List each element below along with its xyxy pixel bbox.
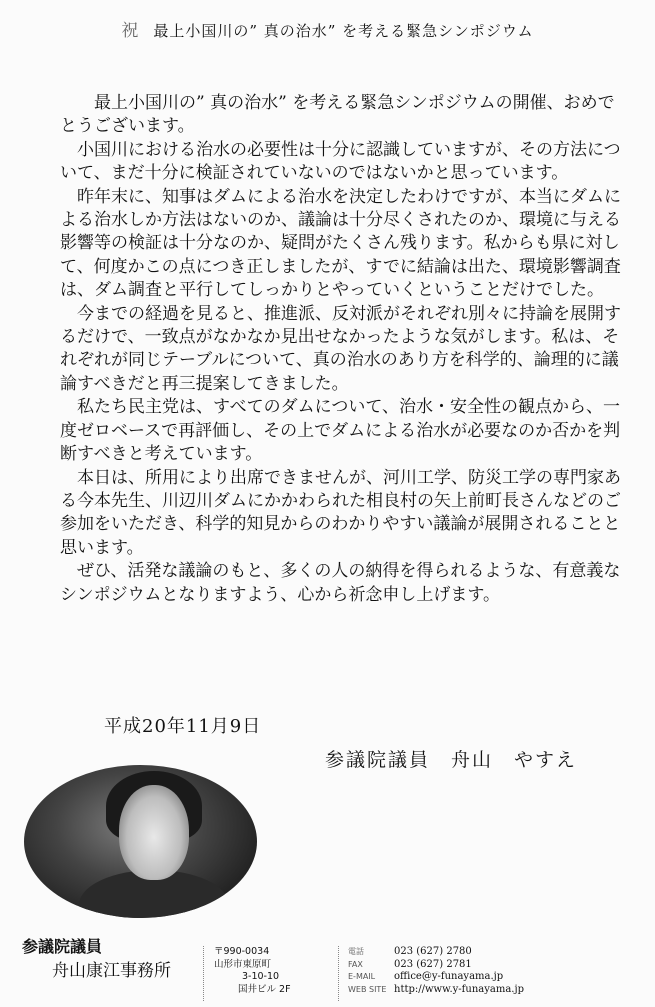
divider [338, 946, 340, 1001]
signature: 参議院議員 舟山 やすえ [325, 749, 578, 771]
address-block: 3-10-10 [242, 971, 280, 982]
email-value[interactable]: office@y-funayama.jp [394, 971, 504, 982]
contact-info [348, 946, 524, 996]
web-value[interactable]: http://www.y-funayama.jp [394, 983, 524, 995]
paragraph: ぜひ、活発な議論のもと、多くの人の納得を得られるような、有意義なシンポジウムとなりますよう、心から祈念申し上げます。 [60, 561, 621, 605]
fax-row [348, 959, 524, 972]
office-block [22, 935, 171, 983]
paragraph: 今までの経過を見ると、推進派、反対派がそれぞれ別々に持論を展開するだけで、一致点がなかなか見出せなかったような気がします。私は、それぞれが同じテーブルについて、真の治水のあり方を科学的、論理的に議論すべきだと再三提案してきました。 [60, 303, 621, 394]
paragraph: 最上小国川の” 真の治水” を考える緊急シンポジウムの開催、おめでとうございます。 [60, 93, 615, 137]
office-title: 参議院議員 [22, 937, 103, 956]
web-row [348, 984, 524, 997]
letter-body [60, 92, 626, 607]
paragraph: 私たち民主党は、すべてのダムについて、治水・安全性の観点から、一度ゼロベースで再評価し、その上でダムによる治水が必要なのか否かを判断すべきと考えています。 [60, 397, 621, 465]
title-text: 最上小国川の” 真の治水” を考える緊急シンポジウム [153, 22, 534, 40]
tel-label: 電話 [348, 947, 364, 956]
letter-date: 平成20年11月9日 [104, 716, 262, 737]
address-building: 国井ビル 2F [238, 983, 291, 995]
fax-value: 023 (627) 2781 [394, 958, 472, 970]
web-label: WEB SITE [348, 984, 387, 994]
paragraph: 小国川における治水の必要性は十分に認識していますが、その方法について、まだ十分に検証されていないのではないかと思っています。 [60, 139, 621, 184]
page-title [0, 16, 655, 41]
paragraph: 本日は、所用により出席できませんが、河川工学、防災工学の専門家ある今本先生、川辺川ダムにかかわられた相良村の矢上前町長さんなどのご参加をいただき、科学的知見からのわかりやすい議論が展開されることと思います。 [60, 467, 621, 558]
address-city: 山形市東原町 [214, 958, 272, 970]
office-address [214, 946, 291, 996]
divider [203, 946, 205, 1001]
celebration-mark: 祝 [121, 21, 140, 41]
portrait-photo [24, 765, 257, 918]
tel-value: 023 (627) 2780 [394, 946, 472, 957]
office-name: 舟山康江事務所 [52, 961, 171, 981]
postal-code: 〒990-0034 [214, 946, 270, 957]
portrait-face [119, 785, 189, 880]
tel-row [348, 946, 524, 959]
email-label: E-MAIL [348, 972, 376, 981]
email-row [348, 971, 524, 984]
fax-label: FAX [348, 959, 363, 969]
paragraph: 昨年末に、知事はダムによる治水を決定したわけですが、本当にダムによる治水しか方法はないのか、議論は十分尽くされたのか、環境に与える影響等の検証は十分なのか、疑問がたくさん残ります。私からも県に対して、何度かこの点につき正しましたが、すでに結論は出た、環境影響調査は、ダム調査と平行してしっかりとやっていくということだけでした。 [60, 186, 621, 301]
